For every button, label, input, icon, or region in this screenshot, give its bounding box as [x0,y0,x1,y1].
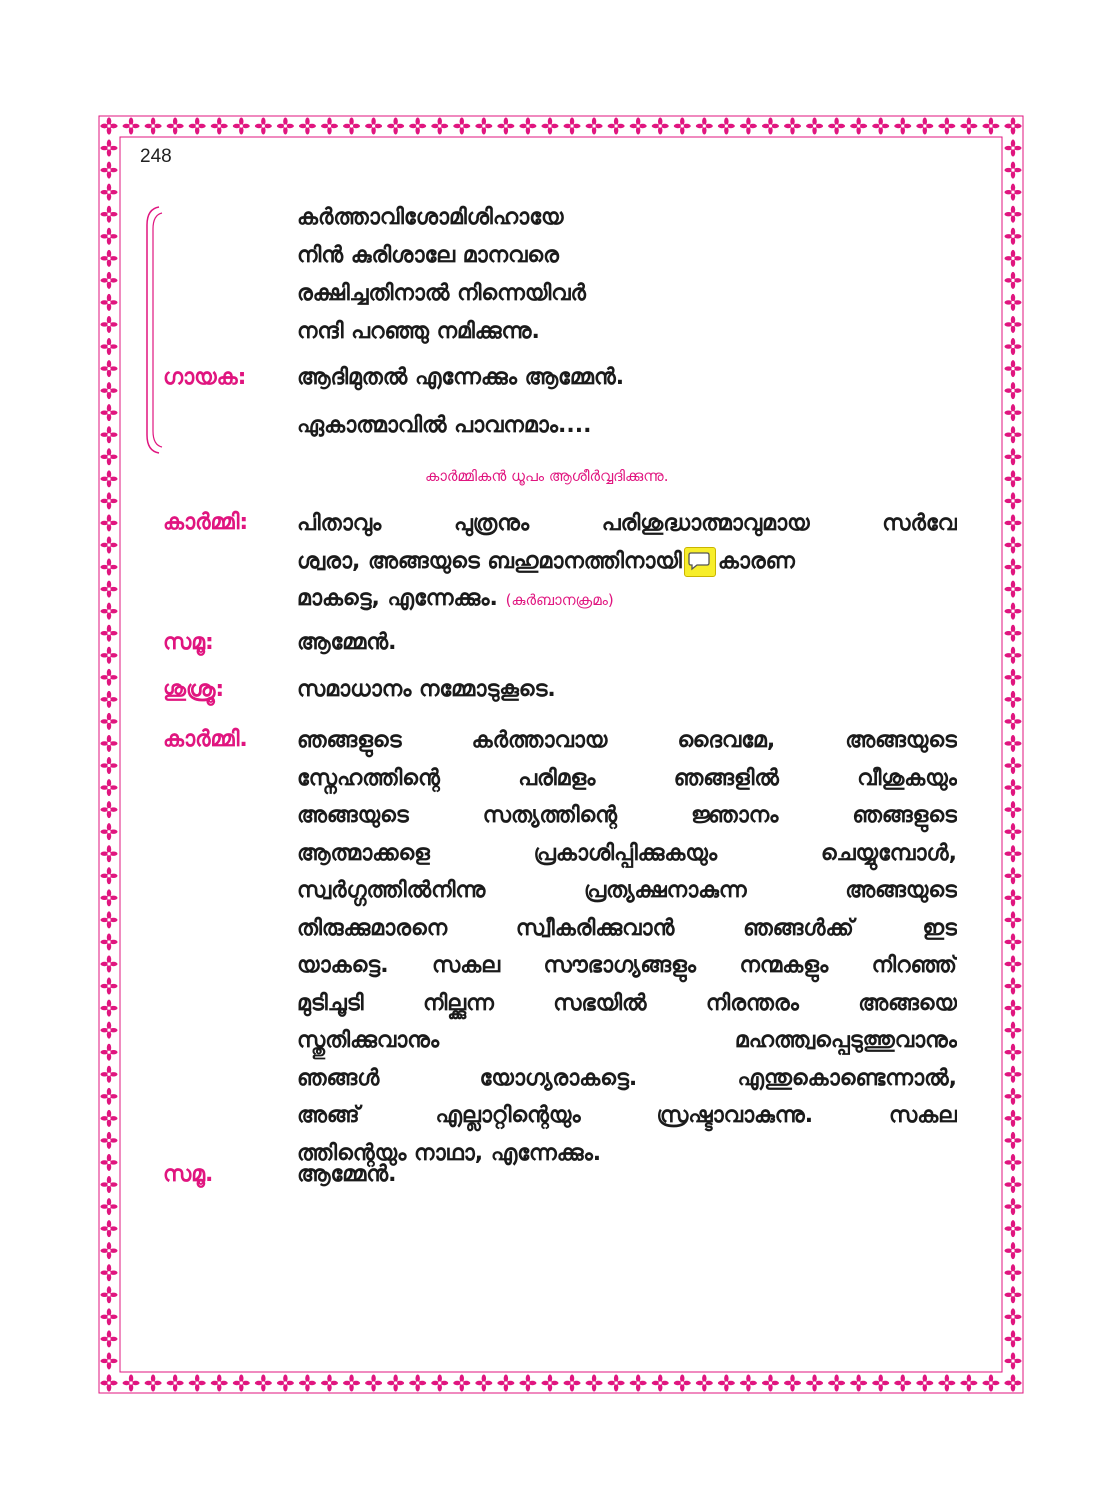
border-motif [916,1375,933,1392]
border-motif [255,1375,272,1392]
border-motif [497,1375,514,1392]
border-motif [1005,1000,1022,1017]
border-motif [1005,1132,1022,1149]
border-motif [1005,228,1022,245]
border-motif [101,184,118,201]
border-motif [101,294,118,311]
border-motif [1005,669,1022,686]
border-motif [850,1375,867,1392]
border-motif [101,1308,118,1325]
border-motif [519,118,536,135]
border-motif [586,118,603,135]
border-motif [101,779,118,796]
border-motif [497,118,514,135]
border-motif [431,118,448,135]
border-motif [101,956,118,973]
prayer-row: സ്വർഗ്ഗത്തിൽനിന്നു പ്രത്യക്ഷനാകുന്ന അങ്ങയുടെ [297,878,957,903]
border-motif [1005,140,1022,157]
border-motif [1005,1286,1022,1303]
border-motif [277,118,294,135]
speaker-label-celebrant: കാർമ്മി: [163,510,249,535]
border-motif [828,1375,845,1392]
border-motif [894,118,911,135]
hymn-line: രക്ഷിച്ചതിനാൽ നിന്നെയിവർ [297,281,586,306]
border-motif [1005,184,1022,201]
border-motif [101,1330,118,1347]
border-motif [718,1375,735,1392]
border-motif [519,1375,536,1392]
border-motif [453,1375,470,1392]
border-motif [740,1375,757,1392]
border-motif [1005,118,1022,135]
border-motif [1005,1066,1022,1083]
border-motif [1005,206,1022,223]
speaker-label-celebrant: കാർമ്മി. [163,727,248,752]
border-motif [211,1375,228,1392]
prayer-row: ത്തിന്റെയും നാഥാ, എന്നേക്കും. [297,1140,602,1166]
border-motif [211,118,228,135]
border-motif [101,1110,118,1127]
border-motif [101,1000,118,1017]
border-motif [1005,978,1022,995]
border-motif [872,118,889,135]
border-motif [101,581,118,598]
border-motif [101,492,118,509]
border-motif [299,118,316,135]
border-motif [189,1375,206,1392]
prayer-row-tail: കാരണ [717,548,795,574]
border-motif [916,118,933,135]
border-motif [872,1375,889,1392]
border-motif [101,426,118,443]
border-motif [1005,514,1022,531]
border-motif [1005,1352,1022,1369]
border-motif [277,1375,294,1392]
prayer-row: പിതാവും പുത്രനും പരിശുദ്ധാത്മാവുമായ സർവേ [297,511,957,536]
border-motif [652,118,669,135]
border-motif [762,1375,779,1392]
border-motif [101,1264,118,1281]
border-motif [1005,1088,1022,1105]
border-motif [167,118,184,135]
border-motif [343,118,360,135]
border-motif [101,228,118,245]
border-motif [894,1375,911,1392]
border-motif [101,1352,118,1369]
border-motif [167,1375,184,1392]
border-motif [740,118,757,135]
comment-note-icon[interactable] [684,547,716,577]
border-motif [145,1375,162,1392]
border-motif [101,1022,118,1039]
border-motif [101,360,118,377]
prayer-row: തിരുക്കുമാരനെ സ്വീകരിക്കുവാൻ ഞങ്ങൾക്ക് ഇട [297,915,957,941]
border-motif [145,118,162,135]
border-motif [233,1375,250,1392]
border-motif [101,933,118,950]
border-motif [608,1375,625,1392]
border-motif [1005,537,1022,554]
border-motif [1005,559,1022,576]
border-motif [101,867,118,884]
border-motif [101,757,118,774]
border-motif [475,1375,492,1392]
border-motif [806,1375,823,1392]
border-motif [564,118,581,135]
border-motif [541,1375,558,1392]
border-motif [630,118,647,135]
prayer-paragraph [297,722,957,1172]
hymn-line: ഏകാത്മാവിൽ പാവനമാം.... [297,413,592,438]
border-motif [1005,801,1022,818]
border-motif [1005,294,1022,311]
border-motif [101,559,118,576]
border-motif [608,118,625,135]
border-motif [564,1375,581,1392]
border-motif [101,250,118,267]
border-motif [255,118,272,135]
border-motif [1005,1176,1022,1193]
border-motif [101,1198,118,1215]
border-motif [674,1375,691,1392]
border-motif [1005,338,1022,355]
border-motif [365,1375,382,1392]
border-motif [101,1220,118,1237]
border-motif [101,1176,118,1193]
border-motif [1005,316,1022,333]
border-motif [1005,360,1022,377]
response-line: സമാധാനം നമ്മോടുകൂടെ. [297,677,556,702]
border-motif [101,911,118,928]
prayer-row: ആത്മാക്കളെ പ്രകാശിപ്പിക്കുകയും ചെയ്യുമ്പോൾ, [297,840,957,866]
hymn-bracket [143,205,163,455]
prayer-row: അങ്ങ് എല്ലാറ്റിന്റെയും സ്രഷ്ടാവാകുന്നു. സകല [297,1103,957,1128]
border-motif [101,889,118,906]
border-motif [938,118,955,135]
border-motif [1005,448,1022,465]
border-motif [101,735,118,752]
border-motif [1005,1220,1022,1237]
border-motif [101,625,118,642]
border-motif [1005,1242,1022,1259]
rubric-instruction: കാർമ്മികൻ ധൂപം ആശീർവ്വദിക്കുന്നു. [425,467,669,485]
border-motif [101,603,118,620]
border-motif [101,118,118,135]
border-motif [101,1132,118,1149]
border-motif [101,470,118,487]
border-motif [233,118,250,135]
border-motif [101,801,118,818]
prayer-row: ഞങ്ങൾ യോഗ്യരാകട്ടെ. എന്തുകൊണ്ടെന്നാൽ, [297,1065,957,1091]
border-motif [387,1375,404,1392]
border-motif [1005,1264,1022,1281]
border-motif [1005,162,1022,179]
speaker-label-deacon: ശുശ്രൂ: [163,677,225,702]
border-motif [189,118,206,135]
border-motif [1005,404,1022,421]
border-motif [101,669,118,686]
border-motif [1005,1375,1022,1392]
hymn-line: കർത്താവിശോമിശിഹായേ [297,205,564,230]
border-motif [1005,845,1022,862]
border-motif [101,1242,118,1259]
border-motif [806,118,823,135]
border-motif [1005,1198,1022,1215]
prayer-row: അങ്ങയുടെ സത്യത്തിന്റെ ജ്ഞാനം ഞങ്ങളുടെ [297,803,957,828]
border-motif [101,647,118,664]
border-motif [630,1375,647,1392]
border-motif [1005,1308,1022,1325]
speaker-label-singer: ഗായക: [163,365,247,390]
border-motif [960,1375,977,1392]
border-motif [960,118,977,135]
border-motif [696,1375,713,1392]
border-motif [101,404,118,421]
border-motif [101,713,118,730]
border-motif [850,118,867,135]
border-motif [784,118,801,135]
prayer-row: മുടിചൂടി നില്ക്കുന്ന സഭയിൽ നിരന്തരം അങ്ങയെ [297,990,957,1016]
border-motif [101,316,118,333]
border-motif [101,206,118,223]
border-motif [431,1375,448,1392]
prayer-row: ഞങ്ങളുടെ കർത്താവായ ദൈവമേ, അങ്ങയുടെ [297,728,957,753]
border-motif [1005,1154,1022,1171]
prayer-row: സ്തുതിക്കുവാനും മഹത്ത്വപ്പെടുത്തുവാനും [297,1028,957,1053]
border-motif [1005,250,1022,267]
border-motif [123,1375,140,1392]
border-motif [1005,470,1022,487]
border-motif [1005,272,1022,289]
prayer-row: യാകട്ടെ. സകല സൗഭാഗ്യങ്ങളും നന്മകളും നിറഞ്ഞ് [297,953,957,978]
border-motif [1005,735,1022,752]
border-motif [1005,581,1022,598]
border-motif [101,1375,118,1392]
border-motif [101,448,118,465]
border-motif [409,118,426,135]
border-motif [409,1375,426,1392]
border-motif [828,118,845,135]
border-motif [101,162,118,179]
border-motif [1005,867,1022,884]
border-motif [101,823,118,840]
border-motif [101,1044,118,1061]
border-motif [101,537,118,554]
border-motif [1005,426,1022,443]
prayer-row-text: ശ്വരാ, അങ്ങയുടെ ബഹുമാനത്തിനായി [297,548,682,574]
border-motif [982,118,999,135]
border-motif [1005,956,1022,973]
border-motif [101,272,118,289]
prayer-row [297,543,957,581]
border-motif [674,118,691,135]
border-motif [453,118,470,135]
border-motif [101,978,118,995]
border-motif [101,382,118,399]
border-motif [1005,1110,1022,1127]
response-line: ആമ്മേൻ. [297,630,397,655]
border-motif [1005,1022,1022,1039]
border-motif [1005,933,1022,950]
border-motif [1005,1044,1022,1061]
border-motif [586,1375,603,1392]
border-motif [475,118,492,135]
border-motif [1005,382,1022,399]
border-motif [696,118,713,135]
border-motif [541,118,558,135]
border-motif [101,338,118,355]
border-motif [784,1375,801,1392]
border-motif [101,1088,118,1105]
border-motif [1005,603,1022,620]
hymn-line: നന്ദി പറഞ്ഞു നമിക്കുന്നു. [297,319,540,344]
border-motif [982,1375,999,1392]
response-line: ആമ്മേൻ. [297,1162,397,1187]
border-motif [387,118,404,135]
border-motif [365,118,382,135]
border-motif [1005,625,1022,642]
border-motif [718,118,735,135]
border-motif [101,140,118,157]
border-motif [1005,647,1022,664]
border-motif [1005,779,1022,796]
border-motif [1005,492,1022,509]
border-motif [652,1375,669,1392]
border-motif [1005,691,1022,708]
speaker-label-congregation: സമൂ. [163,1162,214,1187]
border-motif [321,1375,338,1392]
border-motif [762,118,779,135]
border-motif [101,1286,118,1303]
border-motif [101,845,118,862]
prayer-row-text: മാകട്ടെ, എന്നേക്കും. [297,586,498,611]
prayer-row: സ്നേഹത്തിന്റെ പരിമളം ഞങ്ങളിൽ വീശുകയും [297,765,957,791]
prayer-paragraph [297,505,957,618]
reference-note: (കുർബാനക്രമം) [505,591,614,609]
hymn-line: ആദിമുതൽ എന്നേക്കും ആമ്മേൻ. [297,365,625,390]
border-motif [299,1375,316,1392]
hymn-line: നിൻ കുരിശാലേ മാനവരെ [297,243,559,268]
border-motif [1005,713,1022,730]
border-motif [101,1066,118,1083]
border-motif [101,1154,118,1171]
border-motif [321,118,338,135]
page-number: 248 [140,146,172,167]
border-motif [1005,889,1022,906]
border-motif [101,514,118,531]
prayer-row [297,580,957,618]
border-motif [1005,823,1022,840]
border-motif [123,118,140,135]
border-motif [938,1375,955,1392]
border-motif [1005,911,1022,928]
border-motif [343,1375,360,1392]
border-motif [1005,1330,1022,1347]
speaker-label-congregation: സമൂ: [163,630,214,655]
border-motif [1005,757,1022,774]
border-motif [101,691,118,708]
